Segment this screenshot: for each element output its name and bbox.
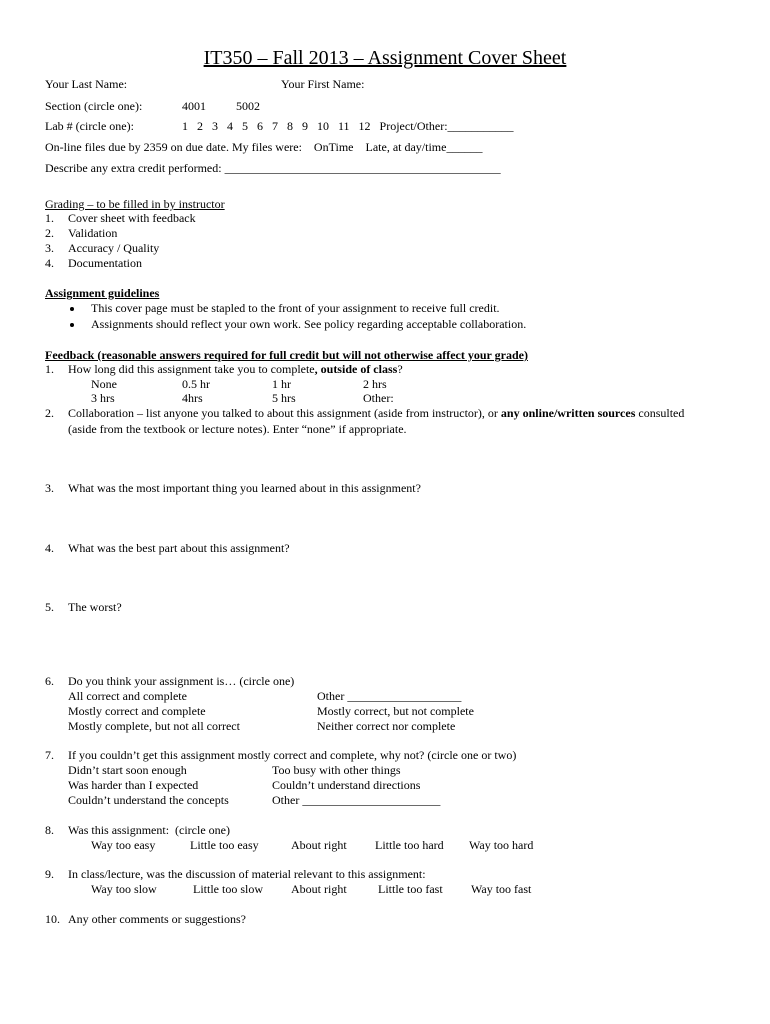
question-8-text: Was this assignment: (circle one) [68,823,230,837]
time-option-4hrs[interactable]: 4hrs [182,391,203,405]
last-name-label: Your Last Name: [45,77,128,91]
question-number: 5. [45,600,54,614]
q7-option-concepts[interactable]: Couldn’t understand the concepts [68,793,229,807]
lab-label: Lab # (circle one): [45,119,134,133]
q8-option-about-right[interactable]: About right [291,838,347,852]
question-1-text-a: How long did this assignment take you to complete [68,362,315,376]
lab-options[interactable]: 1 2 3 4 5 6 7 8 9 10 11 12 Project/Other:___________ [182,119,514,133]
time-option-2hrs[interactable]: 2 hrs [363,377,387,391]
q9-option-little-too-slow[interactable]: Little too slow [193,882,263,896]
online-files-line: On-line files due by 2359 on due date. My files were: OnTime Late, at day/time______ [45,140,483,154]
grading-item-num: 2. [45,226,54,240]
guidelines-heading: Assignment guidelines [45,286,160,300]
grading-heading: Grading – to be filled in by instructor [45,197,225,211]
grading-item-label: Documentation [68,256,142,270]
time-option-other[interactable]: Other: [363,391,394,405]
q8-option-way-too-easy[interactable]: Way too easy [91,838,156,852]
q7-option-other[interactable]: Other _______________________ [272,793,441,807]
question-4-text: What was the best part about this assignment? [68,541,290,555]
grading-item-label: Accuracy / Quality [68,241,160,255]
section-option-5002[interactable]: 5002 [236,99,260,113]
q6-option-mostly-correct-complete[interactable]: Mostly correct and complete [68,704,206,718]
grading-item-num: 3. [45,241,54,255]
question-2-text-bold: any online/written sources [500,406,636,420]
q6-option-all-correct[interactable]: All correct and complete [68,689,187,703]
q8-option-little-too-hard[interactable]: Little too hard [375,838,444,852]
question-7-text: If you couldn’t get this assignment mostly correct and complete, why not? (circle one or two) [68,748,517,762]
feedback-heading: Feedback (reasonable answers required for full credit but will not otherwise affect your grade) [45,348,528,362]
question-number: 7. [45,748,54,762]
q8-option-little-too-easy[interactable]: Little too easy [190,838,259,852]
time-option-3hrs[interactable]: 3 hrs [91,391,115,405]
q7-option-harder[interactable]: Was harder than I expected [68,778,199,792]
question-number: 3. [45,481,54,495]
q7-option-busy[interactable]: Too busy with other things [272,763,401,777]
page-title: IT350 – Fall 2013 – Assignment Cover Sheet [203,47,567,69]
question-9-text: In class/lecture, was the discussion of material relevant to this assignment: [68,867,426,881]
bullet-icon [70,323,74,327]
q8-option-way-too-hard[interactable]: Way too hard [469,838,534,852]
question-number: 4. [45,541,54,555]
q6-option-neither[interactable]: Neither correct nor complete [317,719,456,733]
question-number: 10. [45,912,60,926]
question-10-text: Any other comments or suggestions? [68,912,246,926]
grading-item-num: 1. [45,211,54,225]
q6-option-mostly-complete[interactable]: Mostly complete, but not all correct [68,719,240,733]
question-1-text-bold: , outside of class [314,362,398,376]
section-option-4001[interactable]: 4001 [182,99,206,113]
question-number: 8. [45,823,54,837]
time-option-1hr[interactable]: 1 hr [272,377,291,391]
q9-option-way-too-slow[interactable]: Way too slow [91,882,157,896]
q9-option-way-too-fast[interactable]: Way too fast [471,882,532,896]
grading-item-label: Validation [68,226,118,240]
question-1-text [68,362,403,377]
time-option-5hrs[interactable]: 5 hrs [272,391,296,405]
question-2-text-c: consulted [635,406,685,420]
question-2-line2: (aside from the textbook or lecture notes). Enter “none” if appropriate. [68,422,407,436]
time-option-none[interactable]: None [91,377,117,391]
grading-item-label: Cover sheet with feedback [68,211,196,225]
question-3-text: What was the most important thing you learned about in this assignment? [68,481,421,495]
question-5-text: The worst? [68,600,122,614]
grading-item-num: 4. [45,256,54,270]
q6-option-other[interactable]: Other ___________________ [317,689,462,703]
q9-option-about-right[interactable]: About right [291,882,347,896]
question-number: 6. [45,674,54,688]
guideline-item: Assignments should reflect your own work. See policy regarding acceptable collaboration. [91,317,527,331]
question-1-text-c: ? [397,362,403,376]
guideline-item: This cover page must be stapled to the front of your assignment to receive full credit. [91,301,500,315]
q9-option-little-too-fast[interactable]: Little too fast [378,882,443,896]
question-2-text-a: Collaboration – list anyone you talked to about this assignment (aside from instructor), or [68,406,501,420]
question-number: 2. [45,406,54,420]
q7-option-start[interactable]: Didn’t start soon enough [68,763,187,777]
q6-option-mostly-correct-not-complete[interactable]: Mostly correct, but not complete [317,704,474,718]
bullet-icon [70,307,74,311]
question-6-text: Do you think your assignment is… (circle one) [68,674,295,688]
q7-option-directions[interactable]: Couldn’t understand directions [272,778,421,792]
time-option-0-5hr[interactable]: 0.5 hr [182,377,210,391]
first-name-label: Your First Name: [281,77,365,91]
section-label: Section (circle one): [45,99,143,113]
question-number: 9. [45,867,54,881]
question-number: 1. [45,362,54,376]
question-2-text [68,406,684,421]
extra-credit-line: Describe any extra credit performed: ______________________________________________ [45,161,501,175]
